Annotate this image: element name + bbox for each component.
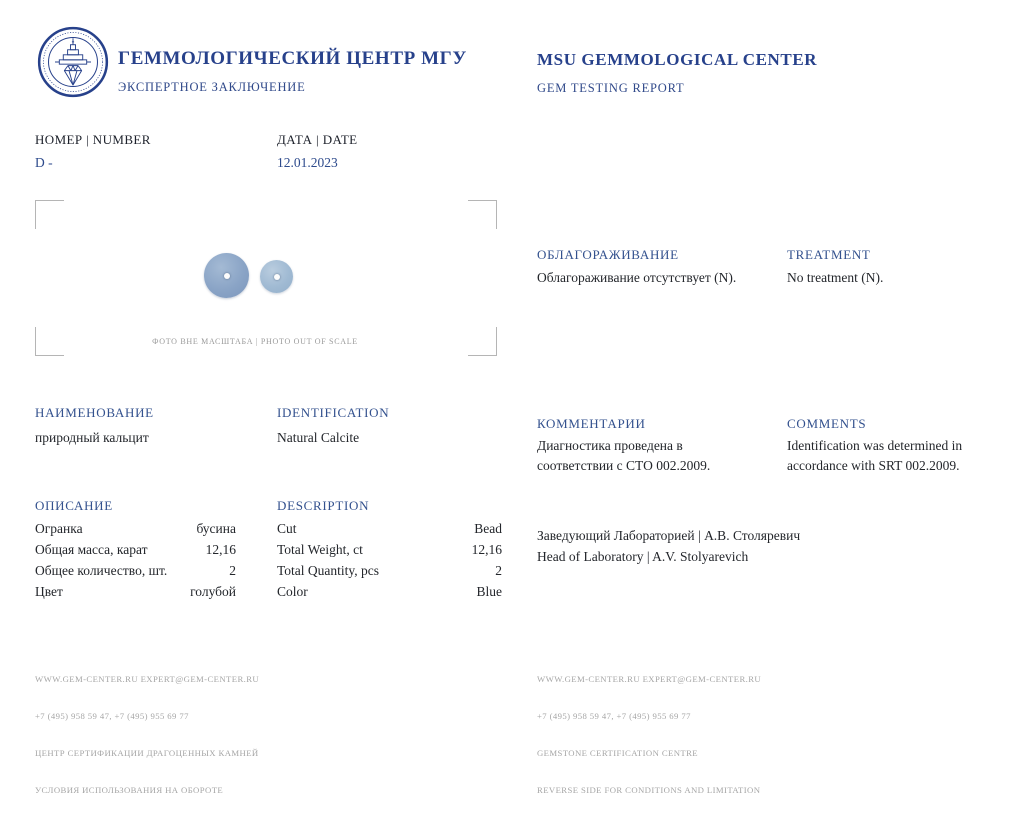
footer-right-conditions: REVERSE SIDE FOR CONDITIONS AND LIMITATION	[537, 785, 761, 796]
description-label-en: DESCRIPTION	[277, 498, 370, 513]
description-row-color-ru	[35, 584, 236, 600]
treatment-label-en: TREATMENT	[787, 247, 871, 262]
bead-hole	[274, 274, 280, 280]
footer-right-centre: GEMSTONE CERTIFICATION CENTRE	[537, 748, 699, 759]
row-value: Blue	[476, 584, 502, 599]
footer-left	[35, 648, 259, 822]
crop-mark-top-left	[35, 200, 64, 229]
comments-value-en: Identification was determined in accordance with SRT 002.2009.	[787, 438, 963, 473]
footer-right-website: WWW.GEM-CENTER.RU EXPERT@GEM-CENTER.RU	[537, 673, 762, 684]
description-label-ru: ОПИСАНИЕ	[35, 498, 113, 513]
comments-value-ru: Диагностика проведена в соответствии с СТО 002.2009.	[537, 438, 711, 473]
row-value: бусина	[196, 521, 236, 536]
treatment-label-ru: ОБЛАГОРАЖИВАНИЕ	[537, 247, 679, 262]
date-value: 12.01.2023	[277, 155, 338, 170]
footer-left-centre: ЦЕНТР СЕРТИФИКАЦИИ ДРАГОЦЕННЫХ КАМНЕЙ	[35, 748, 259, 759]
treatment-value-en: No treatment (N).	[787, 270, 884, 285]
doc-subtitle-en: GEM TESTING REPORT	[537, 81, 685, 95]
description-row-weight-ru	[35, 542, 236, 558]
row-label: Total Weight, ct	[277, 542, 363, 557]
row-label: Огранка	[35, 521, 83, 536]
number-value: D -	[35, 155, 53, 170]
number-label: НОМЕР | NUMBER	[35, 132, 151, 147]
footer-right-phones: +7 (495) 958 59 47, +7 (495) 955 69 77	[537, 711, 691, 722]
date-label: ДАТА | DATE	[277, 132, 358, 147]
row-value: голубой	[190, 584, 236, 599]
row-value: 2	[229, 563, 236, 578]
photo-caption: ФОТО ВНЕ МАСШТАБА | PHOTO OUT OF SCALE	[152, 337, 358, 346]
msu-seal-logo-icon	[37, 26, 109, 98]
row-value: 2	[495, 563, 502, 578]
description-row-color-en	[277, 584, 502, 600]
footer-left-phones: +7 (495) 958 59 47, +7 (495) 955 69 77	[35, 711, 189, 722]
footer-left-conditions: УСЛОВИЯ ИСПОЛЬЗОВАНИЯ НА ОБОРОТЕ	[35, 785, 224, 796]
crop-mark-top-right	[468, 200, 497, 229]
identification-value-ru: природный кальцит	[35, 430, 149, 445]
row-label: Цвет	[35, 584, 63, 599]
description-row-quantity-en	[277, 563, 502, 579]
row-value: 12,16	[205, 542, 236, 557]
comments-label-en: COMMENTS	[787, 416, 867, 431]
calcite-bead-small-photo	[260, 260, 293, 293]
description-row-weight-en	[277, 542, 502, 558]
org-title-ru: ГЕММОЛОГИЧЕСКИЙ ЦЕНТР МГУ	[118, 48, 467, 69]
footer-right	[537, 648, 761, 822]
row-value: 12,16	[471, 542, 502, 557]
row-label: Total Quantity, pcs	[277, 563, 380, 578]
doc-subtitle-ru: ЭКСПЕРТНОЕ ЗАКЛЮЧЕНИЕ	[118, 80, 306, 94]
row-value: Bead	[474, 521, 502, 536]
bead-hole	[224, 273, 230, 279]
signature-line-en: Head of Laboratory | A.V. Stolyarevich	[537, 549, 749, 564]
description-row-cut-ru	[35, 521, 236, 537]
identification-value-en: Natural Calcite	[277, 430, 360, 445]
footer-left-website: WWW.GEM-CENTER.RU EXPERT@GEM-CENTER.RU	[35, 673, 260, 684]
treatment-value-ru: Облагораживание отсутствует (N).	[537, 270, 737, 285]
description-row-cut-en	[277, 521, 502, 537]
row-label: Color	[277, 584, 308, 599]
identification-label-ru: НАИМЕНОВАНИЕ	[35, 405, 154, 420]
description-row-quantity-ru	[35, 563, 236, 579]
calcite-bead-large-photo	[204, 253, 249, 298]
signature-line-ru: Заведующий Лабораторией | А.В. Столяревич	[537, 528, 801, 543]
row-label: Cut	[277, 521, 297, 536]
identification-label-en: IDENTIFICATION	[277, 405, 390, 420]
comments-label-ru: КОММЕНТАРИИ	[537, 416, 646, 431]
row-label: Общая масса, карат	[35, 542, 148, 557]
org-title-en: MSU GEMMOLOGICAL CENTER	[537, 50, 818, 69]
gem-photo-area	[35, 200, 497, 356]
row-label: Общее количество, шт.	[35, 563, 168, 578]
